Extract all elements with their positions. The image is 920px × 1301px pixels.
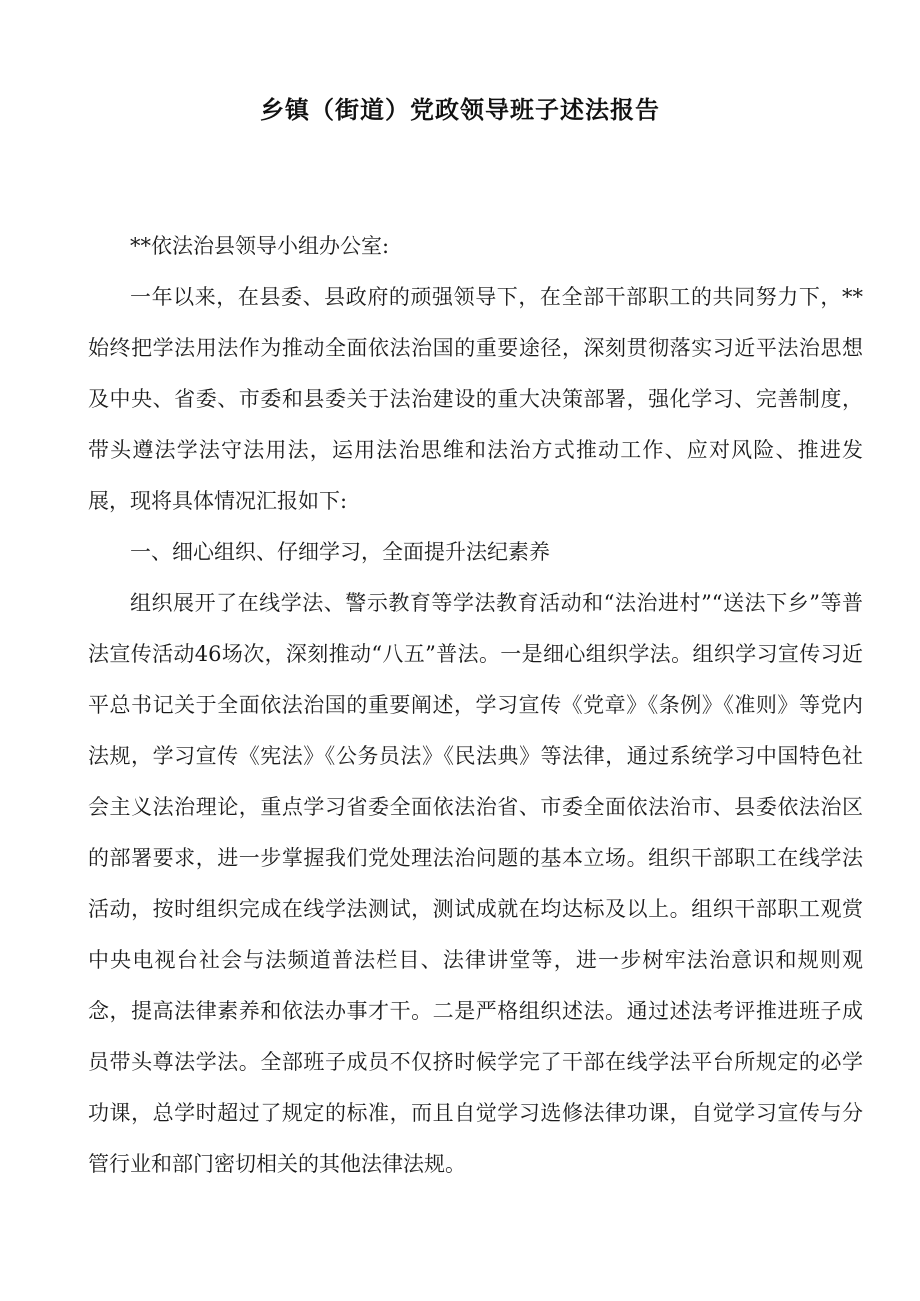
salutation: **依法治县领导小组办公室: [130,234,390,258]
document-body [88,221,863,1190]
paragraph-intro: 一年以来，在县委、县政府的顽强领导下，在全部干部职工的共同努力下，**始终把学法用法作为推动全面依法治国的重要途径，深刻贯彻落实习近平法治思想及中央、省委、市委和县委关于法治建设的重大决策部署，强化学习、完善制度，带头遵法学法守法用法，运用法治思维和法治方式推动工作、应对风险、推进发展，现将具体情况汇报如下: [88,285,863,513]
document-title: 乡镇（街道）党政领导班子述法报告 [260,96,660,124]
section-heading: 一、细心组织、仔细学习，全面提升法纪素养 [130,540,550,564]
paragraph-section-1: 组织展开了在线学法、警示教育等学法教育活动和“法治进村”“送法下乡”等普法宣传活动46场次，深刻推动“八五”普法。一是细心组织学法。组织学习宣传习近平总书记关于全面依法治国的重要阐述，学习宣传《党章》《条例》《准则》等党内法规，学习宣传《宪法》《公务员法》《民法典》等法律，通过系统学习中国特色社会主义法治理论，重点学习省委全面依法治省、市委全面依法治市、县委依法治区的部署要求，进一步掌握我们党处理法治问题的基本立场。组织干部职工在线学法活动，按时组织完成在线学法测试，测试成就在均达标及以上。组织干部职工观赏中央电视台社会与法频道普法栏目、法律讲堂等，进一步树牢法治意识和规则观念，提高法律素养和依法办事才干。二是严格组织述法。通过述法考评推进班子成员带头尊法学法。全部班子成员不仅挤时候学完了干部在线学法平台所规定的必学功课，总学时超过了规定的标准，而且自觉学习选修法律功课，自觉学习宣传与分管行业和部门密切相关的其他法律法规。 [88,591,863,1176]
